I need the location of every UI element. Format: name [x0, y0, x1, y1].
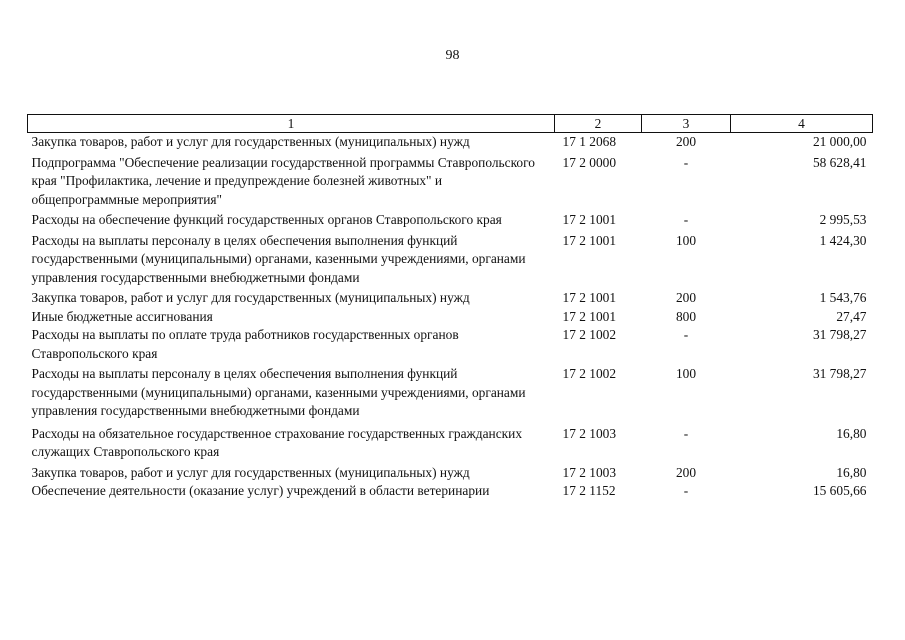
row-type: -	[683, 212, 689, 227]
table-row	[28, 363, 873, 423]
row-name: Закупка товаров, работ и услуг для государственных (муниципальных) нужд	[31, 290, 470, 305]
row-name: Расходы на выплаты по оплате труда работников государственных органов Ставропольского края	[31, 327, 459, 361]
row-amount: 1 543,76	[819, 290, 867, 305]
table-row	[28, 423, 873, 464]
row-amount: 2 995,53	[819, 212, 867, 227]
row-type: -	[683, 483, 689, 498]
table-row	[28, 482, 873, 501]
row-type: -	[683, 425, 689, 441]
row-name: Закупка товаров, работ и услуг для государственных (муниципальных) нужд	[31, 464, 470, 480]
row-amount: 15 605,66	[812, 483, 867, 498]
table-row	[28, 230, 873, 290]
row-code: 17 2 1002	[562, 366, 617, 381]
row-amount: 21 000,00	[812, 134, 867, 149]
row-amount: 27,47	[836, 308, 867, 324]
header-col-1: 1	[28, 115, 555, 133]
row-name: Подпрограмма "Обеспечение реализации государственной программы Ставропольского края "Профилактика, лечение и предупреждение болезней животных" и общепрограммные мероприятия"	[31, 154, 535, 207]
row-type: 200	[675, 464, 697, 480]
table-row	[28, 326, 873, 363]
table-row	[28, 308, 873, 327]
table-row	[28, 133, 873, 152]
row-name: Расходы на обеспечение функций государственных органов Ставропольского края	[31, 212, 502, 227]
table-row	[28, 211, 873, 230]
row-name: Закупка товаров, работ и услуг для государственных (муниципальных) нужд	[31, 134, 470, 149]
row-amount: 16,80	[836, 425, 867, 441]
row-code: 17 2 1001	[562, 290, 617, 305]
row-name: Расходы на выплаты персоналу в целях обеспечения выполнения функций государственными (муниципальными) органами, казенными учреждениями, органами управления государственными внебюджетными фондами	[31, 232, 526, 285]
row-amount: 1 424,30	[819, 232, 867, 248]
row-code: 17 2 1003	[562, 425, 617, 441]
row-type: 200	[675, 134, 697, 149]
row-type: 100	[675, 232, 697, 248]
header-col-4: 4	[731, 115, 873, 133]
row-name: Расходы на обязательное государственное страхование государственных гражданских служащих Ставропольского края	[31, 425, 523, 459]
row-type: -	[683, 327, 689, 342]
row-amount: 31 798,27	[812, 366, 867, 381]
row-amount: 16,80	[836, 464, 867, 480]
row-amount: 58 628,41	[812, 154, 867, 170]
row-type: 100	[675, 366, 697, 381]
row-code: 17 2 1001	[562, 212, 617, 227]
row-code: 17 2 1001	[562, 308, 617, 324]
row-name: Обеспечение деятельности (оказание услуг) учреждений в области ветеринарии	[31, 483, 490, 498]
header-col-2: 2	[555, 115, 642, 133]
table-row	[28, 152, 873, 212]
row-code: 17 2 1003	[562, 464, 617, 480]
row-code: 17 2 1001	[562, 232, 617, 248]
table-header-row	[28, 115, 873, 133]
table-row	[28, 289, 873, 308]
row-name: Иные бюджетные ассигнования	[31, 308, 213, 324]
row-code: 17 2 0000	[562, 154, 617, 170]
row-name: Расходы на выплаты персоналу в целях обеспечения выполнения функций государственными (муниципальными) органами, казенными учреждениями, органами управления государственными внебюджетными фондами	[31, 366, 526, 418]
row-type: -	[683, 154, 689, 170]
page-number: 98	[445, 48, 460, 63]
table-row	[28, 464, 873, 483]
row-type: 800	[675, 308, 697, 324]
budget-table	[27, 114, 873, 501]
header-col-3: 3	[642, 115, 731, 133]
row-type: 200	[675, 290, 697, 305]
row-code: 17 1 2068	[562, 134, 617, 149]
row-code: 17 2 1002	[562, 327, 617, 342]
row-amount: 31 798,27	[812, 327, 867, 342]
row-code: 17 2 1152	[562, 483, 616, 498]
